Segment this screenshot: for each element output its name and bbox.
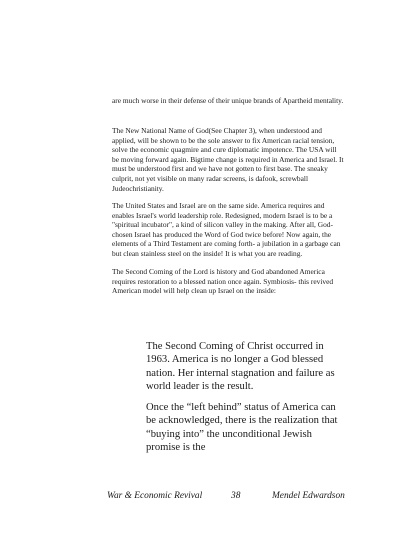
footer-book-title: War & Economic Revival [107,491,203,501]
block-quote-paragraph: Once the “left behind” status of America can be acknowledged, there is the realization that “buying into” the unconditional Jewish promise is the [146,402,338,454]
body-paragraph: The Second Coming of the Lord is history and God abandoned America requires restoration to a blessed nation once again. Symbiosis- this revived American model will help clean up Israel on the inside: [112,267,334,296]
body-paragraph: are much worse in their defense of their unique brands of Apartheid mentality. [112,96,344,105]
footer-author: Mendel Edwardson [272,491,345,501]
body-paragraph: The United States and Israel are on the same side. America requires and enables Israel's world leadership role. Redesigned, modern Israel is to be a "spiritual incubator", a kind of silicon valley in the making. After all, God-chosen Israel has produced the Word of God twice before! Now again, the elements of a Third Testament are coming forth- a jubilation in a garbage can but clean stainless steel on the inside! It is what you are reading. [112,201,341,258]
footer-page-number: 38 [231,491,241,501]
block-quote-paragraph: The Second Coming of Christ occurred in 1963. America is no longer a God blessed nation. Her internal stagnation and failure as world leader is the result. [146,341,335,393]
body-paragraph: The New National Name of God(See Chapter 3), when understood and applied, will be shown to be the sole answer to fix American racial tension, solve the economic quagmire and cure diplomatic impotence. The USA will be moving forward again. Bigtime change is required in America and Israel. It must be understood first and we have not gotten to first base. The sneaky culprit, not yet visible on many radar screens, is dafook, screwball Judeochristianity. [112,126,344,193]
